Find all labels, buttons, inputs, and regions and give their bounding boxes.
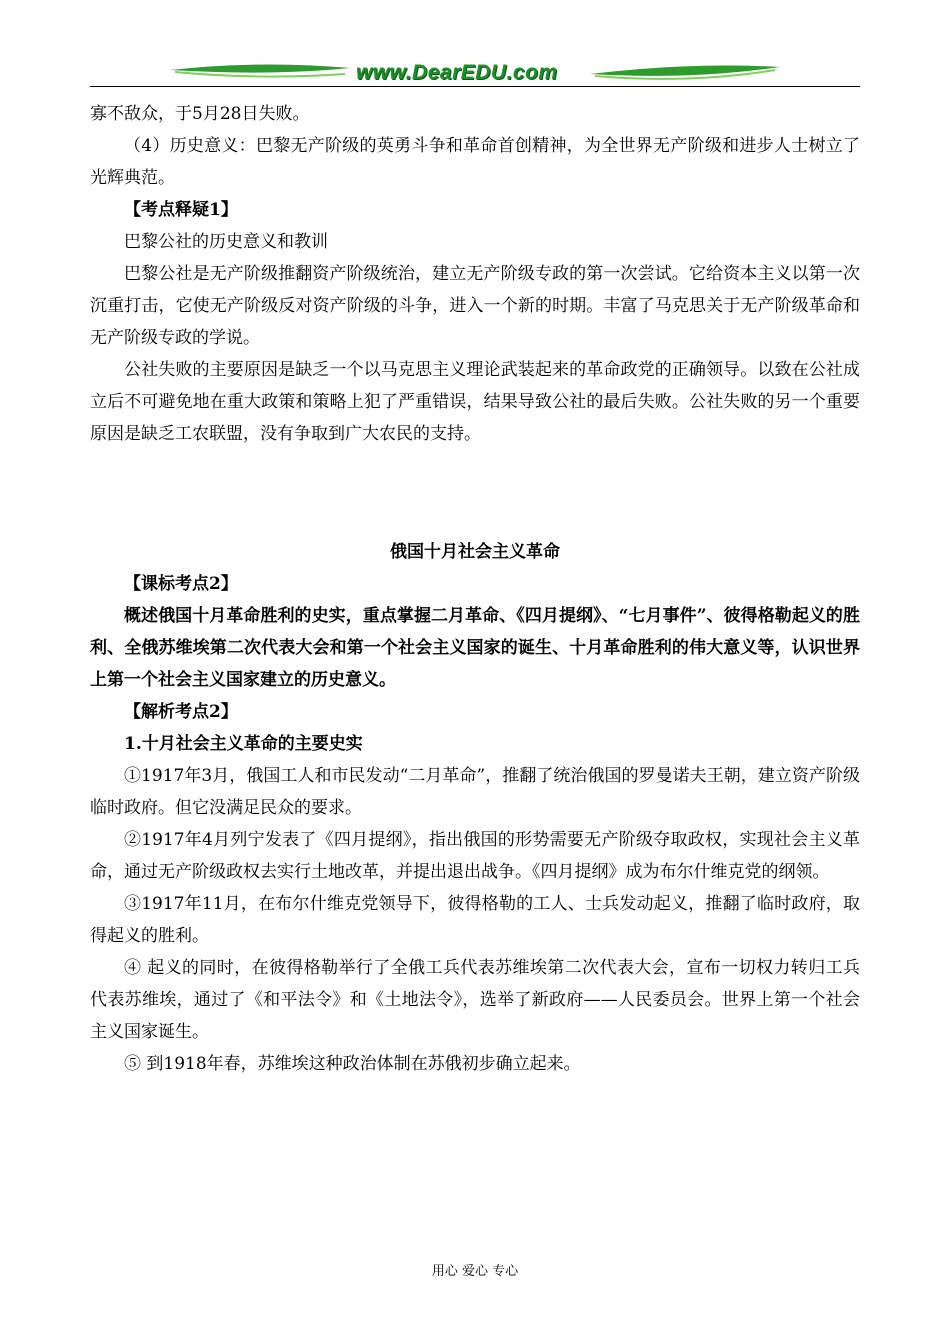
section-heading: 【解析考点2】	[124, 702, 238, 722]
subheading: 1.十月社会主义革命的主要史实	[124, 734, 363, 754]
paragraph: 公社失败的主要原因是缺乏一个以马克思主义理论武装起来的革命政党的正确领导。以致在公社成立后不可避免地在重大政策和策略上犯了严重错误，结果导致公社的最后失败。公社失败的另一个重要原因是缺乏工农联盟，没有争取到广大农民的支持。	[90, 360, 860, 444]
header-swoosh-logo	[0, 0, 950, 100]
paragraph: ③1917年11月，在布尔什维克党领导下，彼得格勒的工人、士兵发动起义，推翻了临时政府，取得起义的胜利。	[90, 894, 860, 946]
section-heading: 【课标考点2】	[124, 574, 238, 594]
paragraph: ⑤ 到1918年春，苏维埃这种政治体制在苏俄初步确立起来。	[124, 1054, 581, 1074]
paragraph: ④ 起义的同时，在彼得格勒举行了全俄工兵代表苏维埃第二次代表大会，宣布一切权力转归工兵代表苏维埃，通过了《和平法令》和《土地法令》，选举了新政府——人民委员会。世界上第一个社会主义国家诞生。	[90, 958, 860, 1042]
paragraph: ②1917年4月列宁发表了《四月提纲》，指出俄国的形势需要无产阶级夺取政权，实现社会主义革命，通过无产阶级政权去实行土地改革，并提出退出战争。《四月提纲》成为布尔什维克党的纲领。	[90, 830, 860, 882]
paragraph: 寡不敌众，于5月28日失败。	[90, 104, 310, 124]
section-heading: 【考点释疑1】	[124, 200, 238, 220]
page-footer: 用心 爱心 专心	[431, 1264, 519, 1279]
site-logo-text: www.DearEDU.com	[356, 61, 558, 84]
paragraph: 巴黎公社是无产阶级推翻资产阶级统治，建立无产阶级专政的第一次尝试。它给资本主义以第一次沉重打击，它使无产阶级反对资产阶级的斗争，进入一个新的时期。丰富了马克思关于无产阶级革命和无产阶级专政的学说。	[90, 264, 860, 348]
document-body	[90, 98, 860, 1080]
header-rule	[90, 86, 860, 87]
paragraph: 巴黎公社的历史意义和教训	[124, 232, 328, 252]
section-title: 俄国十月社会主义革命	[390, 542, 560, 562]
paragraph: ①1917年3月，俄国工人和市民发动“二月革命”，推翻了统治俄国的罗曼诺夫王朝，建立资产阶级临时政府。但它没满足民众的要求。	[90, 766, 860, 818]
paragraph-bold: 概述俄国十月革命胜利的史实，重点掌握二月革命、《四月提纲》、“七月事件”、彼得格勒起义的胜利、全俄苏维埃第二次代表大会和第一个社会主义国家的诞生、十月革命胜利的伟大意义等，认识世界上第一个社会主义国家建立的历史意义。	[90, 606, 860, 690]
page-header	[0, 0, 950, 100]
paragraph: （4）历史意义：巴黎无产阶级的英勇斗争和革命首创精神，为全世界无产阶级和进步人士树立了光辉典范。	[90, 136, 860, 188]
